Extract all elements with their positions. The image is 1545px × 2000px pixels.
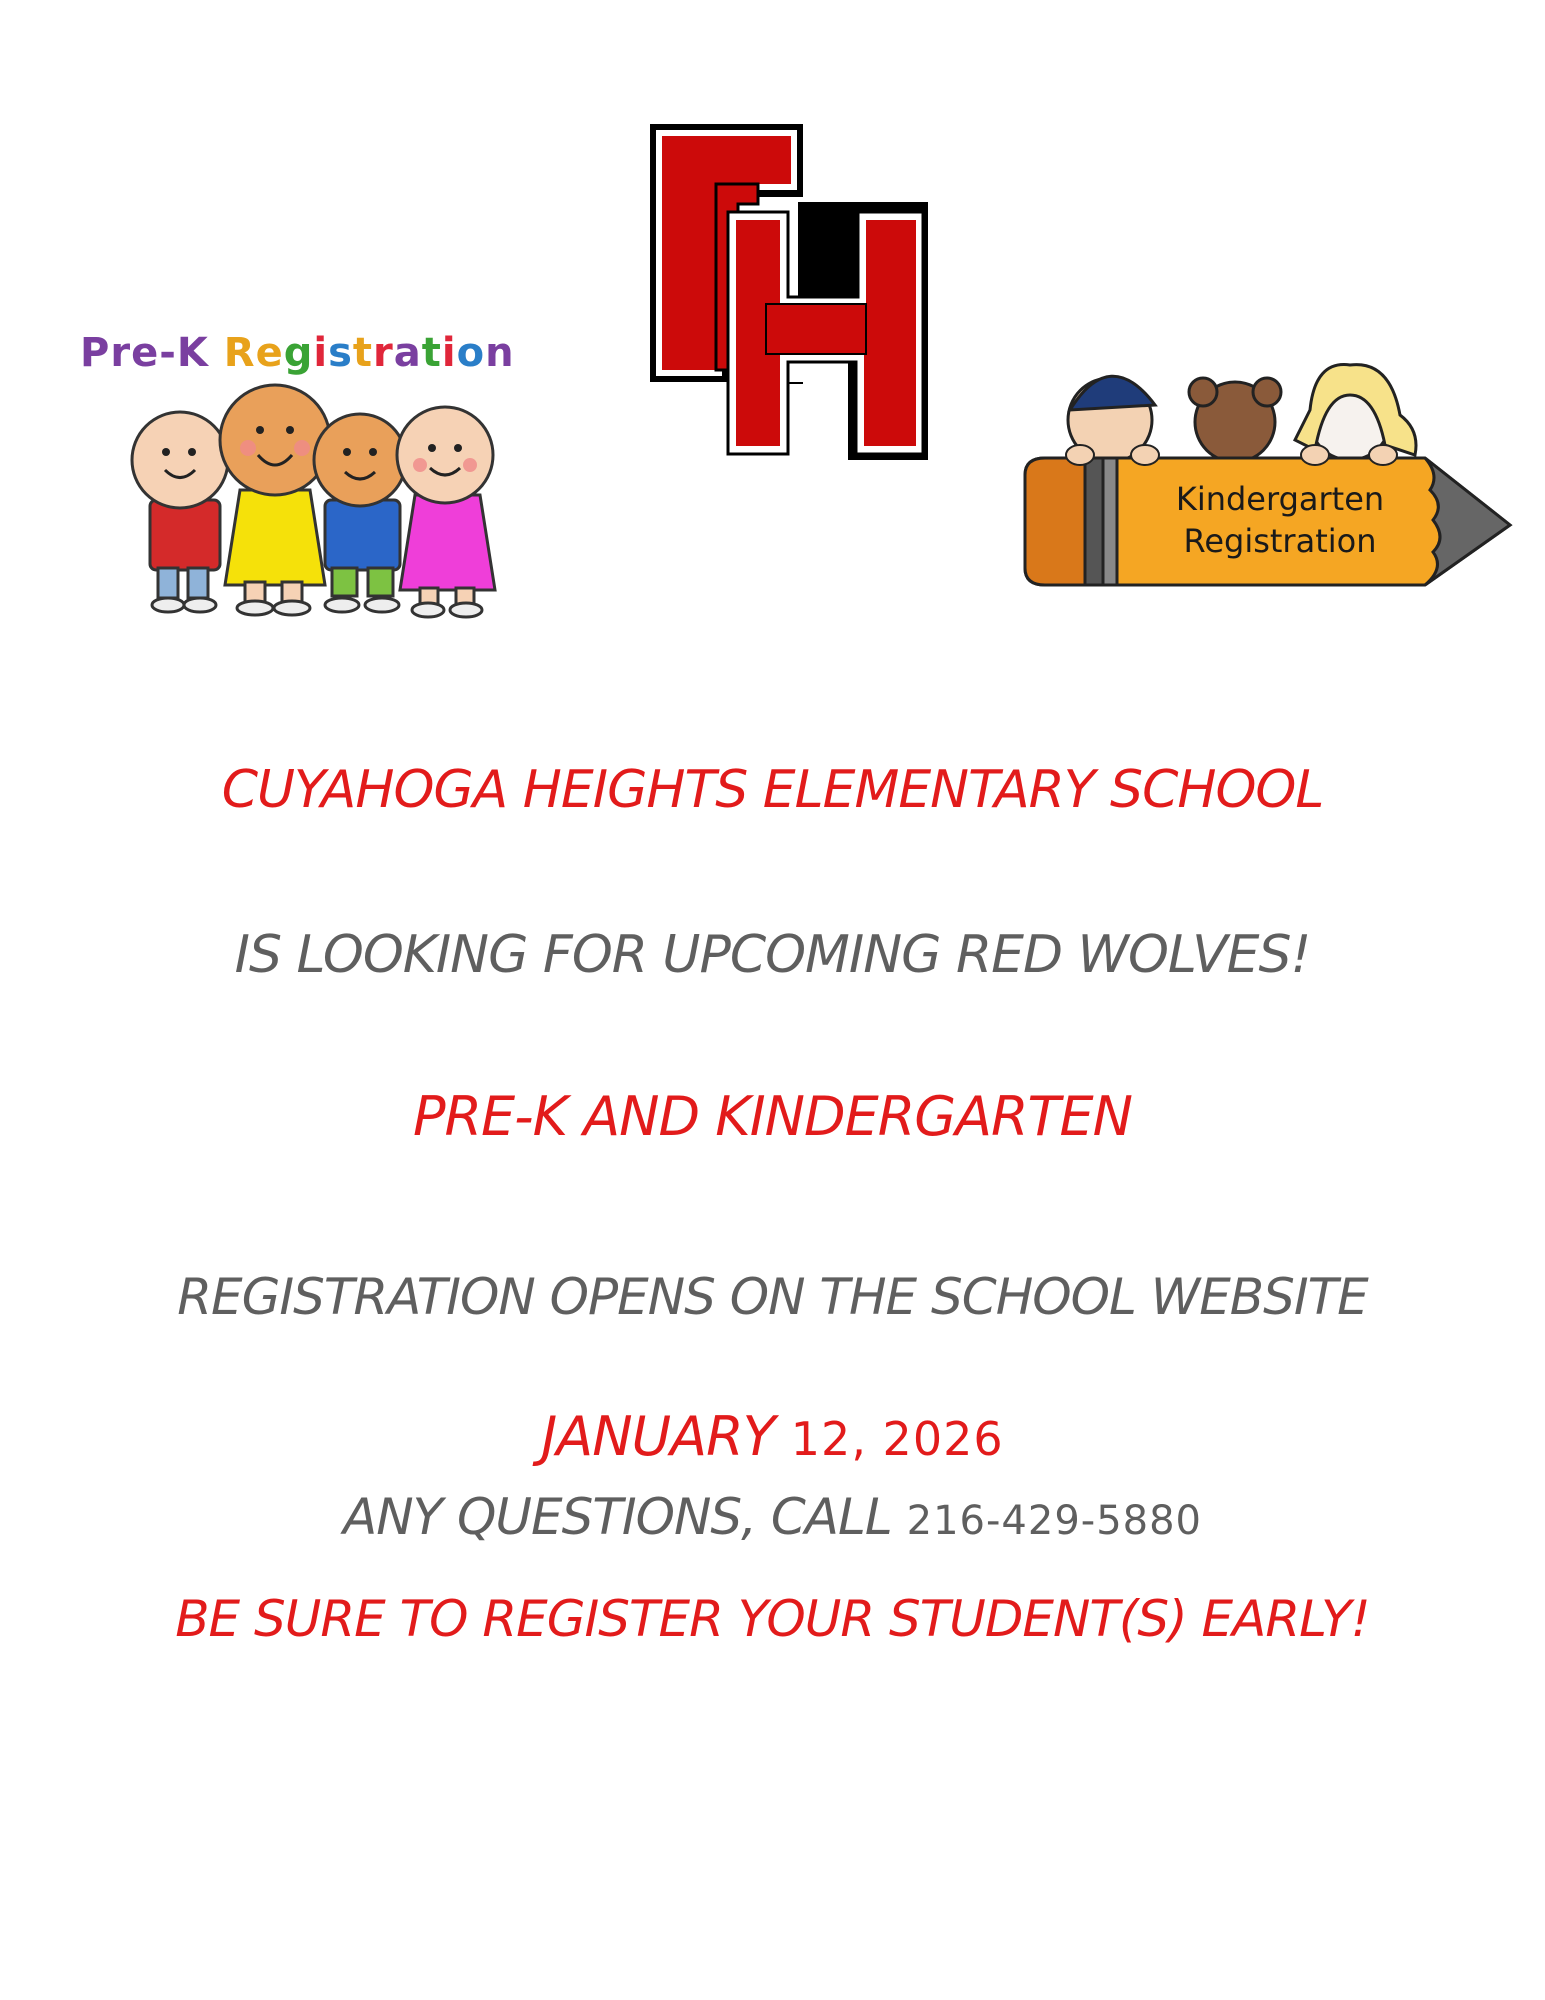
questions-line — [0, 1488, 1545, 1546]
prek-title-letter: e — [255, 330, 284, 376]
date-day-year: 12, 2026 — [790, 1412, 1004, 1466]
kinder-label-line1: Kindergarten — [1175, 480, 1385, 518]
phone-number[interactable]: 216-429-5880 — [906, 1498, 1202, 1544]
reminder-text: BE SURE TO REGISTER YOUR STUDENT(S) EARLY! — [175, 1590, 1370, 1648]
prek-title-letter: r — [110, 330, 132, 376]
prek-title-letter: - — [159, 330, 177, 376]
prek-title-letter: t — [352, 330, 373, 376]
prek-title-letter: r — [373, 330, 394, 376]
prek-title-letter: o — [456, 330, 486, 376]
prek-registration-graphic — [70, 320, 540, 640]
prek-title-letter: P — [80, 330, 111, 376]
kindergarten-registration-graphic — [1015, 340, 1525, 600]
date-month: JANUARY — [541, 1405, 775, 1468]
prek-title-letter: g — [283, 330, 314, 376]
tagline-text: IS LOOKING FOR UPCOMING RED WOLVES! — [234, 925, 1311, 985]
prek-title-letter: i — [313, 330, 329, 376]
registration-opens-text: REGISTRATION OPENS ON THE SCHOOL WEBSITE — [177, 1268, 1368, 1326]
prek-title-letter: e — [131, 330, 160, 376]
ch-school-logo — [648, 122, 930, 462]
kinder-label-line2: Registration — [1183, 522, 1377, 560]
school-name-heading: CUYAHOGA HEIGHTS ELEMENTARY SCHOOL — [221, 760, 1324, 820]
children-illustration — [70, 320, 540, 640]
programs-heading: PRE-K AND KINDERGARTEN — [412, 1085, 1133, 1148]
questions-text: ANY QUESTIONS, CALL — [343, 1488, 892, 1546]
prek-title-letter: a — [393, 330, 422, 376]
prek-title-letter: R — [223, 330, 256, 376]
prek-title-letter: i — [441, 330, 457, 376]
ch-monogram-icon — [648, 122, 930, 462]
prek-title-letter: s — [328, 330, 353, 376]
registration-date — [0, 1405, 1545, 1468]
prek-title-letter: n — [485, 330, 515, 376]
prek-title-letter: K — [176, 330, 209, 376]
prek-title-letter: t — [421, 330, 442, 376]
